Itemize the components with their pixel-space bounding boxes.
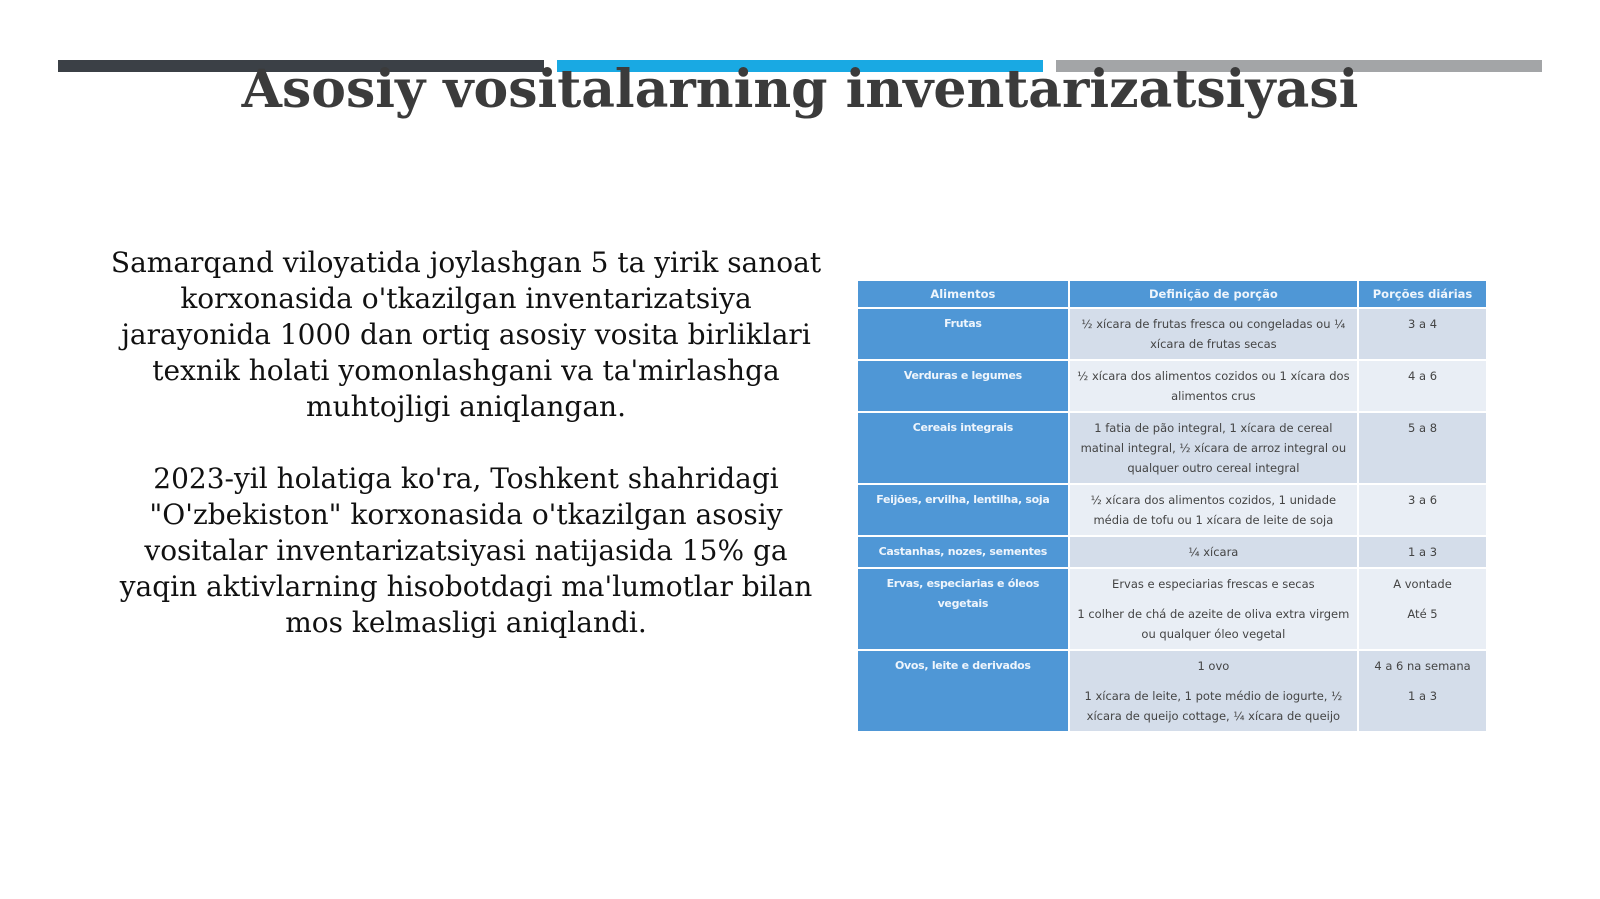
header-definicao: Definição de porção	[1069, 281, 1358, 308]
daily-cell: 1 a 3	[1358, 536, 1487, 568]
food-cell: Cereais integrais	[858, 412, 1069, 484]
header-alimentos: Alimentos	[858, 281, 1069, 308]
portion-cell: ½ xícara dos alimentos cozidos ou 1 xícara dos alimentos crus	[1069, 360, 1358, 412]
daily-cell: 5 a 8	[1358, 412, 1487, 484]
paragraph-2: 2023-yil holatiga ko'ra, Toshkent shahridagi "O'zbekiston" korxonasida o'tkazilgan asosiy vositalar inventarizatsiyasi natijasida 15% ga yaqin aktivlarning hisobotdagi ma'lumotlar bilan mos kelmasligi aniqlandi.	[119, 462, 813, 639]
daily-line: A vontade	[1393, 577, 1452, 591]
slide-title: Asosiy vositalarning inventarizatsiyasi	[241, 59, 1359, 120]
portion-line: 1 colher de chá de azeite de oliva extra virgem ou qualquer óleo vegetal	[1077, 607, 1350, 641]
portion-cell	[1069, 568, 1358, 650]
daily-cell: 4 a 6	[1358, 360, 1487, 412]
portion-cell	[1069, 650, 1358, 732]
header-porcoes: Porções diárias	[1358, 281, 1487, 308]
food-cell: Verduras e legumes	[858, 360, 1069, 412]
table-row	[858, 484, 1487, 536]
daily-cell	[1358, 650, 1487, 732]
daily-line: 4 a 6 na semana	[1374, 659, 1471, 673]
portion-line: Ervas e especiarias frescas e secas	[1112, 577, 1315, 591]
table-row	[858, 412, 1487, 484]
portion-cell: ½ xícara de frutas fresca ou congeladas ou ¼ xícara de frutas secas	[1069, 308, 1358, 360]
daily-cell: 3 a 6	[1358, 484, 1487, 536]
portion-line: 1 ovo	[1197, 659, 1230, 673]
food-cell: Frutas	[858, 308, 1069, 360]
portion-cell: ¼ xícara	[1069, 536, 1358, 568]
table-row	[858, 650, 1487, 732]
daily-cell	[1358, 568, 1487, 650]
food-cell: Feijões, ervilha, lentilha, soja	[858, 484, 1069, 536]
portion-cell: 1 fatia de pão integral, 1 xícara de cereal matinal integral, ½ xícara de arroz integral ou qualquer outro cereal integral	[1069, 412, 1358, 484]
daily-line: 1 a 3	[1408, 689, 1438, 703]
food-cell: Ervas, especiarias e óleos vegetais	[858, 568, 1069, 650]
portion-cell: ½ xícara dos alimentos cozidos, 1 unidade média de tofu ou 1 xícara de leite de soja	[1069, 484, 1358, 536]
table-row	[858, 308, 1487, 360]
food-cell: Ovos, leite e derivados	[858, 650, 1069, 732]
daily-cell: 3 a 4	[1358, 308, 1487, 360]
table-row	[858, 360, 1487, 412]
food-cell: Castanhas, nozes, sementes	[858, 536, 1069, 568]
daily-line: Até 5	[1407, 607, 1438, 621]
portion-table	[858, 281, 1488, 723]
paragraph-1: Samarqand viloyatida joylashgan 5 ta yirik sanoat korxonasida o'tkazilgan inventarizatsiya jarayonida 1000 dan ortiq asosiy vosita birliklari texnik holati yomonlashgani va ta'mirlashga muhtojligi aniqlangan.	[110, 246, 822, 423]
slide-body	[105, 245, 827, 677]
table-header-row	[858, 281, 1487, 308]
portion-line: 1 xícara de leite, 1 pote médio de iogurte, ½ xícara de queijo cottage, ¼ xícara de queijo	[1084, 689, 1343, 723]
table-row	[858, 536, 1487, 568]
table-row	[858, 568, 1487, 650]
